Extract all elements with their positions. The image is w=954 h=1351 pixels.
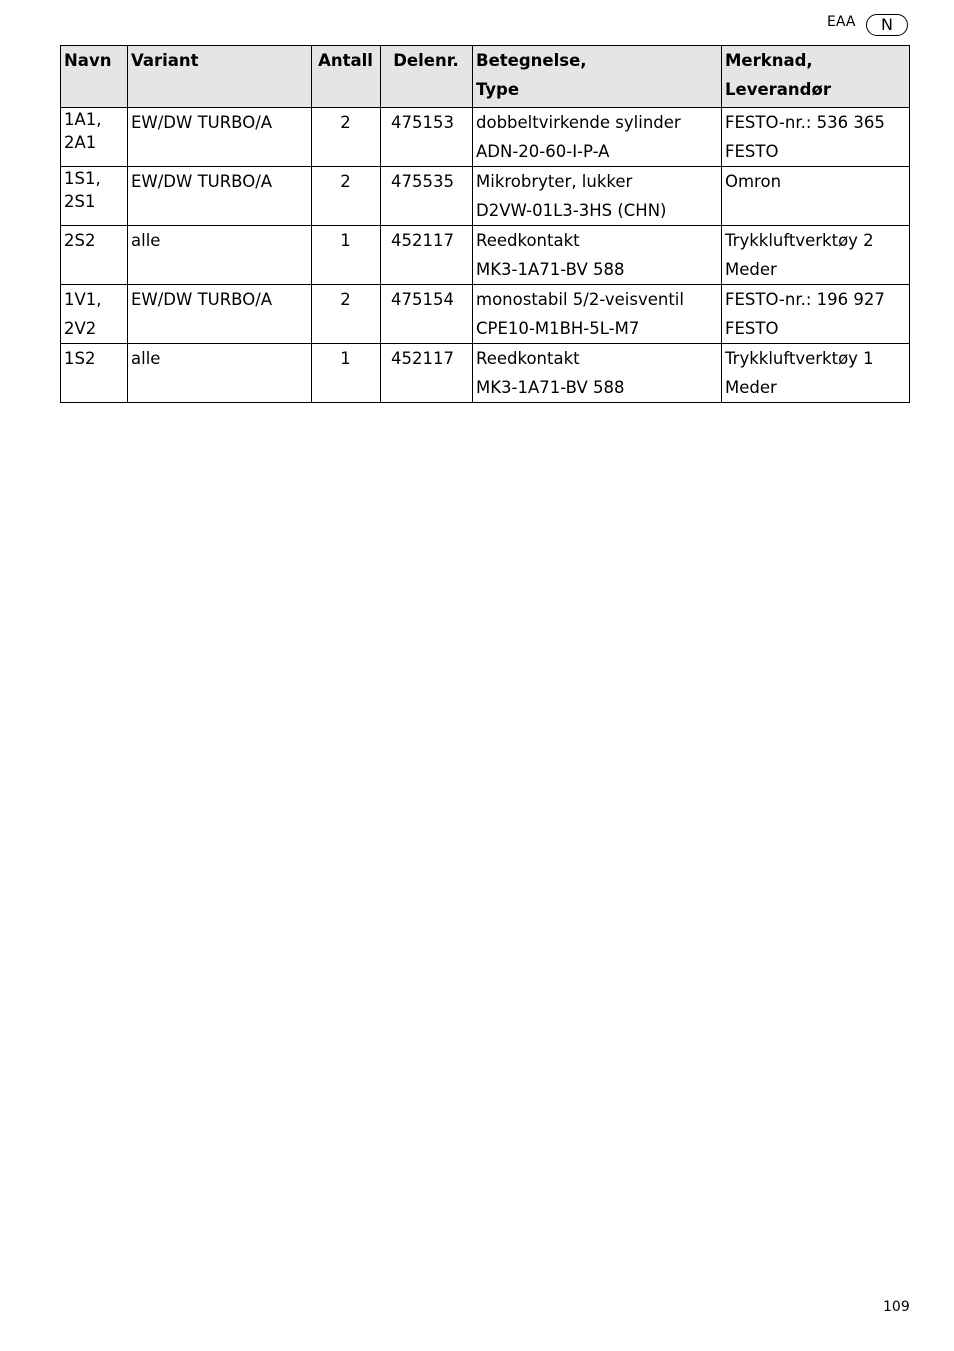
- cell-variant: EW/DW TURBO/A: [128, 167, 312, 226]
- parts-table: [60, 45, 910, 403]
- column-header-betegnelse: Betegnelse, Type: [473, 46, 722, 108]
- cell-antall: 1: [312, 344, 381, 403]
- cell-merknad: FESTO-nr.: 196 927 FESTO: [722, 285, 910, 344]
- table-header-row: [61, 46, 910, 108]
- cell-antall: 1: [312, 226, 381, 285]
- column-header-navn: Navn: [61, 46, 128, 108]
- cell-variant: EW/DW TURBO/A: [128, 285, 312, 344]
- cell-variant: alle: [128, 226, 312, 285]
- table-row: [61, 226, 910, 285]
- cell-merknad: Trykkluftverktøy 2 Meder: [722, 226, 910, 285]
- cell-betegnelse: Mikrobryter, lukker D2VW-01L3-3HS (CHN): [473, 167, 722, 226]
- cell-antall: 2: [312, 285, 381, 344]
- cell-navn: 1S1, 2S1: [61, 167, 128, 226]
- cell-delenr: 475154: [381, 285, 473, 344]
- cell-betegnelse: Reedkontakt MK3-1A71-BV 588: [473, 344, 722, 403]
- column-header-variant: Variant: [128, 46, 312, 108]
- cell-betegnelse: dobbeltvirkende sylinder ADN-20-60-I-P-A: [473, 108, 722, 167]
- table-row: [61, 108, 910, 167]
- cell-merknad: FESTO-nr.: 536 365 FESTO: [722, 108, 910, 167]
- table-row: [61, 344, 910, 403]
- cell-delenr: 475535: [381, 167, 473, 226]
- cell-betegnelse: monostabil 5/2-veisventil CPE10-M1BH-5L-M7: [473, 285, 722, 344]
- cell-delenr: 452117: [381, 226, 473, 285]
- language-badge: N: [866, 14, 908, 36]
- cell-antall: 2: [312, 167, 381, 226]
- cell-betegnelse: Reedkontakt MK3-1A71-BV 588: [473, 226, 722, 285]
- cell-navn: 2S2: [61, 226, 128, 285]
- cell-navn: 1S2: [61, 344, 128, 403]
- page-number: 109: [883, 1299, 910, 1315]
- cell-antall: 2: [312, 108, 381, 167]
- table-row: [61, 167, 910, 226]
- cell-merknad: Omron: [722, 167, 910, 226]
- column-header-delenr: Delenr.: [381, 46, 473, 108]
- document-code: EAA: [827, 14, 856, 30]
- column-header-merknad: Merknad, Leverandør: [722, 46, 910, 108]
- table-row: [61, 285, 910, 344]
- cell-navn: 1A1, 2A1: [61, 108, 128, 167]
- cell-variant: alle: [128, 344, 312, 403]
- column-header-antall: Antall: [312, 46, 381, 108]
- cell-merknad: Trykkluftverktøy 1 Meder: [722, 344, 910, 403]
- cell-delenr: 475153: [381, 108, 473, 167]
- cell-variant: EW/DW TURBO/A: [128, 108, 312, 167]
- cell-delenr: 452117: [381, 344, 473, 403]
- cell-navn: 1V1, 2V2: [61, 285, 128, 344]
